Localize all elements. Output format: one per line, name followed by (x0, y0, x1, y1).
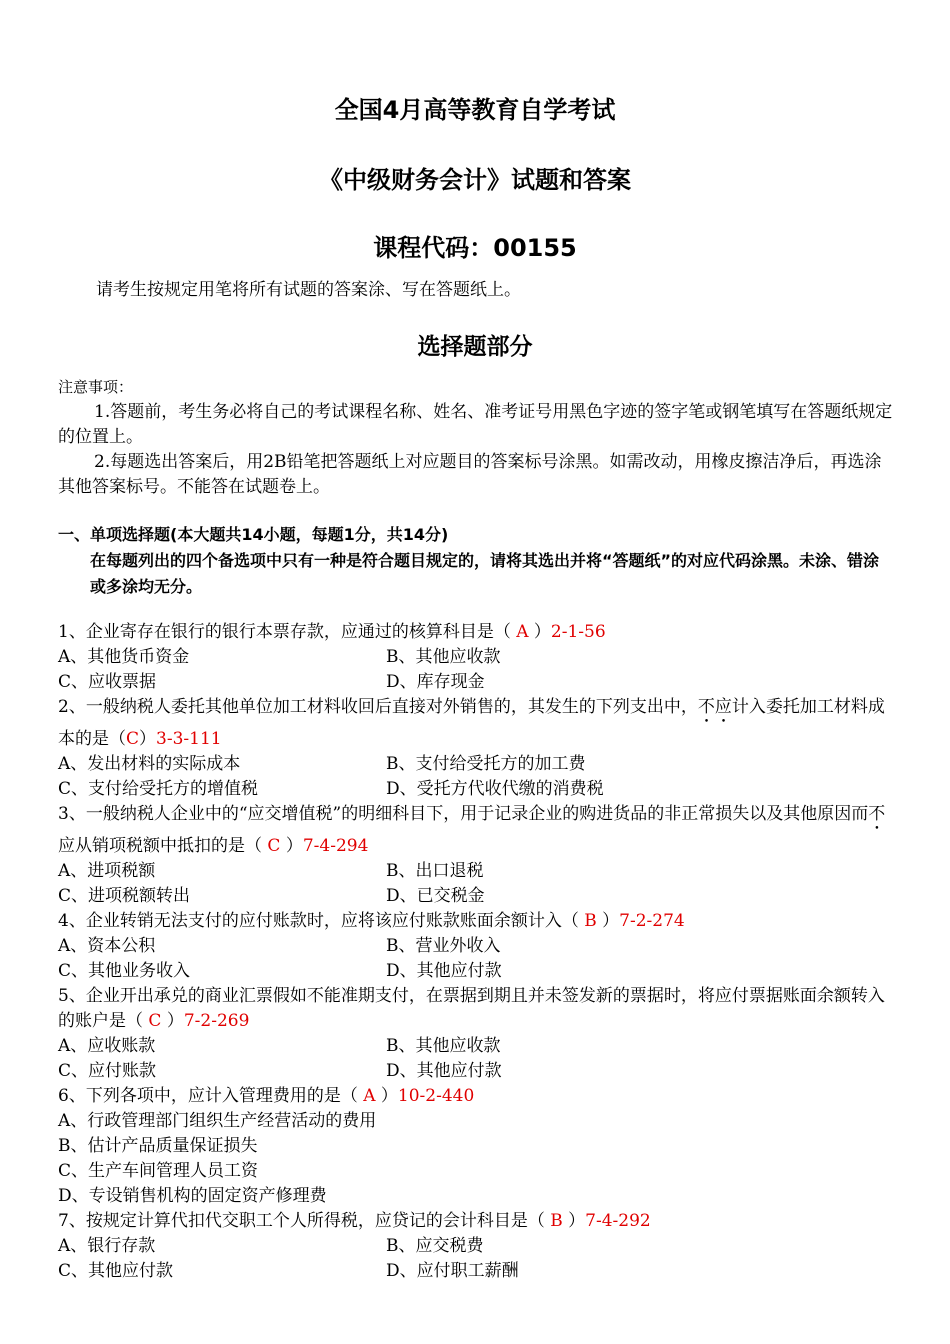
option-row (58, 645, 894, 670)
option-a: A、发出材料的实际成本 (58, 754, 241, 774)
option-a: A、资本公积 (58, 936, 156, 956)
option-d: D、库存现金 (386, 672, 485, 692)
option-a: A、行政管理部门组织生产经营活动的费用 (58, 1111, 377, 1131)
intro-text: 请考生按规定用笔将所有试题的答案涂、写在答题纸上。 (96, 280, 521, 300)
option-c: C、其他应付款 (58, 1261, 174, 1281)
question-stem: 5、企业开出承兑的商业汇票假如不能准期支付，在票据到期且并未签发新的票据时，将应付票据账面余额转入的账户是（ C ）7-2-269 (58, 986, 885, 1031)
question-stem: 3、一般纳税人企业中的“应交增值税”的明细科目下，用于记录企业的购进货品的非正常损失以及其他原因而不应从销项税额中抵扣的是（ C ）7-4-294 (58, 804, 886, 856)
option-row (58, 884, 894, 909)
option-b: B、应交税费 (386, 1236, 484, 1256)
option-c: C、应付账款 (58, 1061, 157, 1081)
question-list (58, 620, 894, 1284)
answer: A (510, 622, 534, 642)
option-c: C、其他业务收入 (58, 961, 191, 981)
question-3 (58, 802, 894, 909)
option-a: A、银行存款 (58, 1236, 156, 1256)
notes-block (58, 375, 894, 500)
answer: A (357, 1086, 381, 1106)
option-row (58, 934, 894, 959)
option-row (58, 959, 894, 984)
exam-title: 全国4月高等教育自学考试 (334, 96, 616, 124)
question-stem: 2、一般纳税人委托其他单位加工材料收回后直接对外销售的，其发生的下列支出中，不应计入委托加工材料成本的是（C）3-3-111 (58, 697, 885, 749)
reference: 7-4-292 (585, 1211, 651, 1231)
option-b: B、其他应收款 (386, 1036, 501, 1056)
emphasis-text: 不应 (697, 697, 732, 717)
reference: 7-4-294 (302, 836, 369, 856)
option-d: D、其他应付款 (386, 1061, 502, 1081)
question-1 (58, 620, 894, 695)
question-stem: 7、按规定计算代扣代交职工个人所得税，应贷记的会计科目是（ B ）7-4-292 (58, 1211, 651, 1231)
section-title: 选择题部分 (417, 334, 533, 360)
reference: 2-1-56 (550, 622, 606, 642)
reference: 7-2-269 (183, 1011, 250, 1031)
notes-label: 注意事项： (58, 378, 134, 396)
option-row (58, 777, 894, 802)
question-2 (58, 695, 894, 802)
answer: B (544, 1211, 569, 1231)
option-b: B、估计产品质量保证损失 (58, 1136, 258, 1156)
option-row (58, 752, 894, 777)
course-code: 课程代码：00155 (373, 234, 577, 262)
exam-subtitle: 《中级财务会计》试题和答案 (319, 166, 631, 194)
question-stem: 1、企业寄存在银行的银行本票存款，应通过的核算科目是（ A ）2-1-56 (58, 622, 606, 642)
note-item-2: 2.每题选出答案后，用2B铅笔把答题纸上对应题目的答案标号涂黑。如需改动，用橡皮擦洁净后，再选涂其他答案标号。不能答在试题卷上。 (58, 452, 882, 497)
answer: C (262, 836, 286, 856)
option-d: D、受托方代收代缴的消费税 (386, 779, 604, 799)
option-b: B、出口退税 (386, 861, 484, 881)
note-item-1: 1.答题前，考生务必将自己的考试课程名称、姓名、准考证号用黑色字迹的签字笔或钢笔填写在答题纸规定的位置上。 (58, 402, 893, 447)
option-d: D、应付职工薪酬 (386, 1261, 519, 1281)
question-5 (58, 984, 894, 1084)
option-c: C、应收票据 (58, 672, 157, 692)
option-c: C、生产车间管理人员工资 (58, 1161, 259, 1181)
option-row (58, 1234, 894, 1259)
section-1-header (58, 522, 894, 600)
option-row (58, 1259, 894, 1284)
option-a: A、应收账款 (58, 1036, 156, 1056)
question-stem: 6、下列各项中，应计入管理费用的是（ A ）10-2-440 (58, 1086, 475, 1106)
question-6 (58, 1084, 894, 1209)
answer: C (126, 729, 140, 749)
option-c: C、支付给受托方的增值税 (58, 779, 259, 799)
option-b: B、支付给受托方的加工费 (386, 754, 586, 774)
answer: B (578, 911, 603, 931)
answer: C (143, 1011, 167, 1031)
option-row (58, 1059, 894, 1084)
option-b: B、营业外收入 (386, 936, 501, 956)
option-row (58, 859, 894, 884)
reference: 7-2-274 (619, 911, 685, 931)
option-d: D、已交税金 (386, 886, 485, 906)
option-row (58, 670, 894, 695)
question-7 (58, 1209, 894, 1284)
question-4 (58, 909, 894, 984)
option-d: D、其他应付款 (386, 961, 502, 981)
option-a: A、其他货币资金 (58, 647, 190, 667)
option-c: C、进项税额转出 (58, 886, 191, 906)
reference: 3-3-111 (156, 729, 222, 749)
reference: 10-2-440 (397, 1086, 475, 1106)
option-b: B、其他应收款 (386, 647, 501, 667)
question-stem: 4、企业转销无法支付的应付账款时，应将该应付账款账面余额计入（ B ）7-2-274 (58, 911, 685, 931)
emphasis-text: 不 (868, 804, 886, 824)
section-1-heading: 一、单项选择题(本大题共14小题，每题1分，共14分) (58, 525, 449, 544)
section-1-instruction: 在每题列出的四个备选项中只有一种是符合题目规定的，请将其选出并将“答题纸”的对应代码涂黑。未涂、错涂或多涂均无分。 (90, 551, 880, 596)
option-row (58, 1034, 894, 1059)
option-a: A、进项税额 (58, 861, 156, 881)
option-d: D、专设销售机构的固定资产修理费 (58, 1186, 327, 1206)
